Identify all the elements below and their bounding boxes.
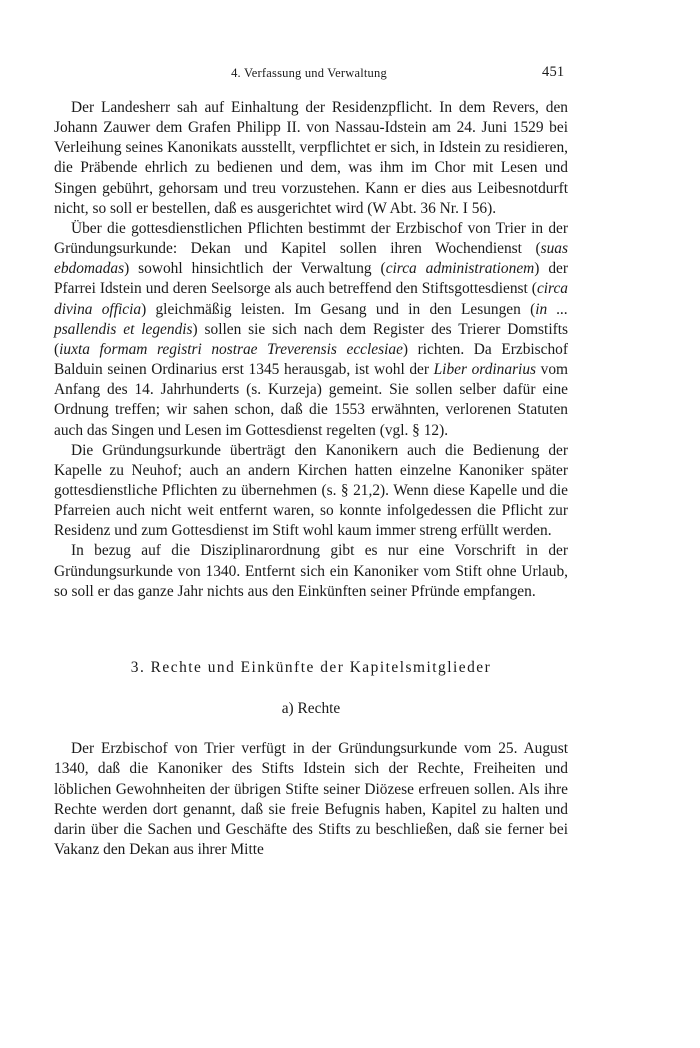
running-title: 4. Verfassung und Verwaltung [231,66,387,80]
paragraph-liturgical-duties: Über die gottesdienstlichen Pflichten bestimmt der Erzbischof von Trier in der Gründungsurkunde: Dekan und Kapitel sollen ihren Wochendienst (suas ebdomadas) sowohl hinsichtlich der Verwaltung (circa administrationem) der Pfarrei Idstein und deren Seelsorge als auch betreffend den Stiftsgottesdienst (circa divina officia) gleichmäßig leisten. Im Gesang und in den Lesungen (in ... psallendis et legendis) sollen sie sich nach dem Register des Trierer Domstifts (iuxta formam registri nostrae Treverensis ecclesiae) richten. Da Erzbischof Balduin seinen Ordinarius erst 1345 herausgab, ist wohl der Liber ordinarius vom Anfang des 14. Jahrhunderts (s. Kurzeja) gemeint. Sie sollen selber dafür eine Ordnung treffen; wir sahen schon, daß die 1553 erwähnten, verlorenen Statuten auch das Singen und Lesen im Gottesdienst regelten (vgl. § 12). [54,219,569,439]
paragraph-discipline: In bezug auf die Disziplinarordnung gibt es nur eine Vorschrift in der Gründungsurkunde von 1340. Entfernt sich ein Kanoniker vom Stift ohne Urlaub, so soll er das ganze Jahr nichts aus den Einkünften seiner Pfründe empfangen. [54,542,568,600]
body-text [54,98,568,860]
section-title: 3. Rechte und Einkünfte der Kapitelsmitglieder [130,658,492,676]
paragraph-rights: Der Erzbischof von Trier verfügt in der Gründungsurkunde vom 25. August 1340, daß die Kanoniker des Stifts Idstein sich der Rechte, Freiheiten und löblichen Gewohnheiten der übrigen Stifte seiner Diözese erfreuen sollen. Als ihre Rechte werden dort genannt, daß sie freie Befugnis haben, Kapitel zu halten und darin über die Sachen und Geschäfte des Stifts zu beschließen, daß sie ferner bei Vakanz den Dekan aus ihrer Mitte [54,740,568,858]
page-number: 451 [542,64,565,80]
paragraph-residence-duty: Der Landesherr sah auf Einhaltung der Residenzpflicht. In dem Revers, den Johann Zauwer dem Grafen Philipp II. von Nassau-Idstein am 24. Juni 1529 bei Verleihung seines Kanonikats ausstellt, verpflichtet er sich, in Idstein zu residieren, die Präbende ehrlich zu bedienen und dem, was ihm im Chor mit Lesen und Singen gebührt, gehorsam und treu vorzustehen. Kann er dies aus Leibesnotdurft nicht, so soll er bestellen, daß es ausgerichtet wird (W Abt. 36 Nr. I 56). [54,99,568,217]
running-head [0,66,700,86]
subsection-title: a) Rechte [281,700,341,718]
paragraph-chapel-neuhof: Die Gründungsurkunde überträgt den Kanonikern auch die Bedienung der Kapelle zu Neuhof; auch an andern Kirchen hatten einzelne Kanoniker später gottesdienstliche Pflichten zu übernehmen (s. § 21,2). Wenn diese Kapelle und die Pfarreien auch nicht weit entfernt waren, so konnte infolgedessen die Pflicht zur Residenz und zum Gottesdienst im Stift wohl kaum immer streng erfüllt werden. [54,441,568,540]
